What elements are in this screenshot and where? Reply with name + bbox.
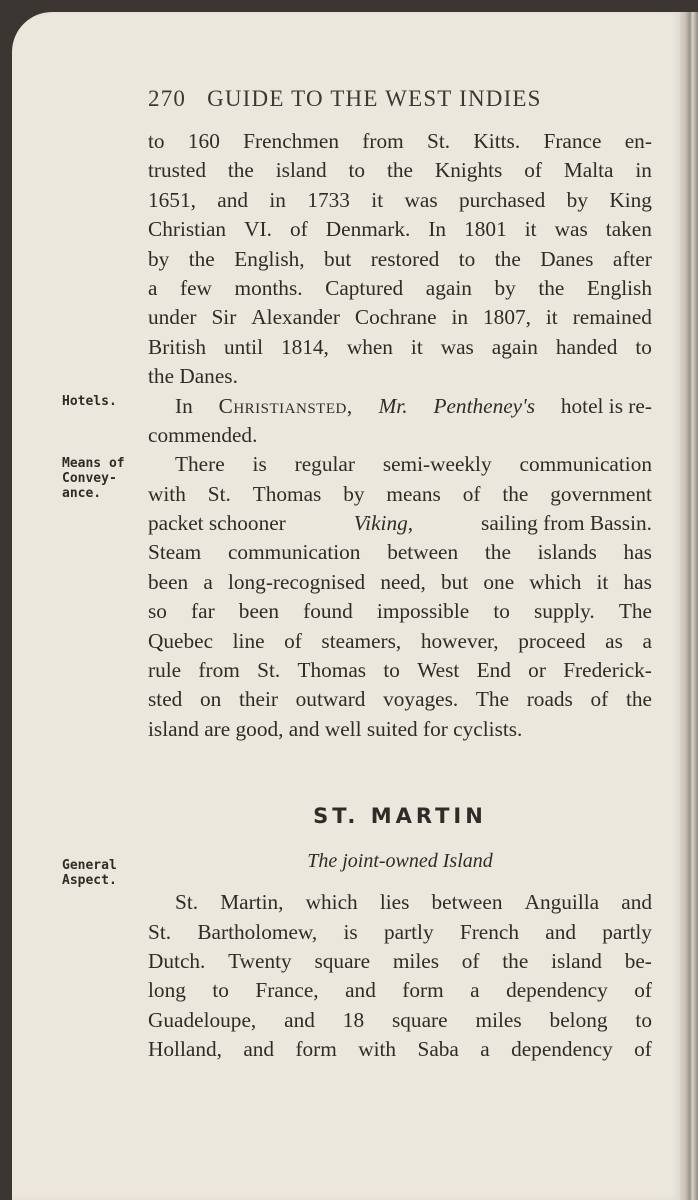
general-aspect-paragraph	[148, 888, 652, 1064]
word: until	[223, 334, 263, 359]
word: has	[623, 569, 652, 594]
text-line	[148, 568, 652, 597]
word: but	[324, 246, 352, 271]
word: was	[440, 334, 474, 359]
text-line	[148, 597, 652, 626]
word: trusted	[148, 158, 206, 183]
running-title: GUIDE TO THE WEST INDIES	[207, 86, 542, 111]
word: it	[596, 569, 609, 594]
word: English	[586, 275, 652, 300]
text-line: commended.	[148, 422, 258, 447]
word: restored	[370, 246, 440, 271]
word: Kitts.	[473, 129, 521, 153]
word: 1807,	[483, 305, 531, 330]
word: line	[232, 628, 265, 653]
word: Alexander	[251, 305, 340, 330]
word: miles	[475, 1007, 522, 1032]
word: is	[343, 919, 358, 944]
conveyance-paragraph	[148, 450, 652, 744]
margin-note-line: General	[62, 858, 117, 873]
text-line	[148, 509, 652, 538]
word: was	[404, 187, 438, 212]
word: was	[554, 217, 588, 242]
word: the	[494, 246, 521, 271]
word: Holland,	[148, 1037, 222, 1062]
text-line	[148, 888, 652, 917]
word: of	[284, 628, 302, 653]
word: it	[410, 334, 423, 359]
word: and	[345, 978, 376, 1003]
word: British	[148, 334, 206, 359]
word: but	[441, 569, 469, 594]
word: on	[199, 687, 222, 712]
word: West	[417, 658, 460, 683]
text-line	[148, 156, 652, 185]
word: square	[314, 948, 371, 973]
text-span: hotel is re-	[560, 393, 652, 418]
word: it	[545, 305, 558, 330]
word: to	[635, 334, 652, 359]
word: square	[392, 1007, 448, 1032]
word: miles	[392, 948, 439, 973]
word: by	[343, 481, 365, 506]
word: the	[484, 540, 511, 565]
word: The	[618, 599, 652, 624]
word: The	[475, 687, 510, 712]
word: found	[303, 599, 353, 624]
word: 18	[342, 1007, 365, 1032]
word: as	[605, 628, 623, 653]
word: the	[538, 275, 565, 300]
word: purchased	[458, 187, 546, 212]
word: St.	[257, 658, 281, 683]
word: St.	[427, 129, 451, 153]
word: en-	[624, 129, 652, 153]
text-line	[148, 392, 652, 421]
margin-note-line: Convey-	[62, 471, 117, 486]
word: sted	[148, 687, 183, 712]
word: There	[175, 452, 225, 477]
word: Anguilla	[524, 890, 600, 915]
word: Cochrane	[354, 305, 437, 330]
text-line	[148, 538, 652, 567]
word: Guadeloupe,	[148, 1007, 257, 1032]
word: Christian	[148, 217, 227, 242]
word: voyages.	[383, 687, 459, 712]
word: months.	[234, 275, 303, 300]
word: far	[191, 599, 215, 624]
text-line	[148, 303, 652, 332]
word: Captured	[325, 275, 404, 300]
word: outward	[295, 687, 366, 712]
word: Thomas	[252, 481, 322, 506]
word: partly	[383, 919, 434, 944]
word: it	[371, 187, 384, 212]
word: been	[148, 569, 189, 594]
word: communication	[519, 452, 652, 477]
word: and	[243, 1037, 275, 1062]
word: the	[386, 158, 413, 183]
word: French	[459, 919, 520, 944]
word: Frenchmen	[243, 129, 339, 153]
word: government	[550, 481, 652, 506]
word: need,	[380, 569, 426, 594]
margin-note-general-aspect	[62, 858, 117, 888]
word: the	[502, 481, 529, 506]
word: island	[551, 948, 602, 973]
margin-note-conveyance	[62, 456, 125, 501]
word: after	[612, 246, 652, 271]
word: means	[386, 481, 441, 506]
text-span: sailing from Bassin.	[481, 511, 652, 536]
word: Frederick-	[563, 658, 652, 683]
word: supply.	[534, 599, 595, 624]
word: in	[635, 158, 652, 183]
word: a	[642, 628, 652, 653]
word: a	[148, 275, 158, 300]
word: form	[402, 978, 444, 1003]
text-line	[148, 450, 652, 479]
margin-note-line: Aspect.	[62, 873, 117, 888]
word: of	[634, 978, 652, 1003]
word: to	[635, 1007, 652, 1032]
word: taken	[605, 217, 652, 242]
word: 160	[187, 129, 220, 153]
word: impossible	[376, 599, 470, 624]
page-body	[148, 127, 652, 1065]
word: handed	[555, 334, 618, 359]
word: again	[425, 275, 472, 300]
word: and	[284, 1007, 315, 1032]
word: 1801	[464, 217, 507, 242]
word: Denmark.	[325, 217, 411, 242]
margin-note-hotels: Hotels.	[62, 394, 117, 409]
word: Twenty	[228, 948, 292, 973]
word: a	[470, 978, 480, 1003]
word: St.	[148, 919, 172, 944]
word: by	[566, 187, 588, 212]
word: of	[634, 1037, 652, 1062]
text-line	[148, 127, 652, 156]
word: or	[528, 658, 546, 683]
word: their	[238, 687, 278, 712]
word: is	[252, 452, 267, 477]
word: lies	[379, 890, 410, 915]
word: and	[545, 919, 577, 944]
word: which	[529, 569, 582, 594]
word: dependency	[506, 978, 608, 1003]
word: remained	[572, 305, 652, 330]
word: to	[493, 599, 510, 624]
word: a	[480, 1037, 490, 1062]
text-line	[148, 245, 652, 274]
word: Bartholomew,	[197, 919, 318, 944]
word: France,	[255, 978, 319, 1003]
word: the	[625, 687, 652, 712]
word: Steam	[148, 540, 202, 565]
text-line	[148, 976, 652, 1005]
place-name: Christiansted,	[218, 393, 353, 418]
word: St.	[175, 890, 199, 915]
word: long	[148, 978, 186, 1003]
word: again	[491, 334, 538, 359]
page-number: 270	[148, 86, 187, 111]
word: St.	[207, 481, 231, 506]
word: when	[346, 334, 393, 359]
word: communication	[227, 540, 361, 565]
text-line	[148, 186, 652, 215]
word: by	[494, 275, 516, 300]
word: English,	[234, 246, 305, 271]
word: Malta	[563, 158, 614, 183]
word: of	[590, 687, 609, 712]
word: from	[362, 129, 404, 153]
section-heading: ST. MARTIN	[313, 804, 487, 829]
word: In	[428, 217, 447, 242]
word: one	[483, 569, 515, 594]
word: Martin,	[220, 890, 284, 915]
word: rule	[148, 658, 182, 683]
text-line	[148, 947, 652, 976]
word: it	[524, 217, 537, 242]
hotel-name: Pentheney's	[433, 393, 535, 418]
text-line: the Danes.	[148, 364, 238, 389]
word: to	[383, 658, 400, 683]
ship-name: Viking,	[353, 511, 414, 536]
word: 1651,	[148, 187, 196, 212]
word: belong	[549, 1007, 608, 1032]
word: the	[502, 948, 529, 973]
word: the	[188, 246, 215, 271]
word: with	[358, 1037, 397, 1062]
word: steamers,	[321, 628, 402, 653]
hotels-paragraph	[148, 392, 652, 451]
word: roads	[526, 687, 573, 712]
word: which	[305, 890, 358, 915]
margin-note-line: Means of	[62, 456, 125, 471]
text-line	[148, 1006, 652, 1035]
word: islands	[537, 540, 597, 565]
word: of	[289, 217, 308, 242]
word: Saba	[417, 1037, 459, 1062]
history-paragraph	[148, 127, 652, 392]
word: and	[621, 890, 652, 915]
text-line	[148, 627, 652, 656]
word: to	[148, 129, 165, 153]
word: be-	[624, 948, 652, 973]
text-line	[148, 215, 652, 244]
word: long-recognised	[227, 569, 366, 594]
word: under	[148, 305, 197, 330]
word: Sir	[211, 305, 237, 330]
text-line: island are good, and well suited for cyclists.	[148, 716, 523, 741]
word: by	[148, 246, 170, 271]
word: Knights	[434, 158, 503, 183]
margin-note-line: ance.	[62, 486, 102, 501]
word: and	[217, 187, 249, 212]
running-header	[148, 86, 648, 120]
word: of	[462, 481, 481, 506]
word: King	[609, 187, 652, 212]
word: End	[476, 658, 511, 683]
word: VI.	[244, 217, 272, 242]
word: island	[275, 158, 327, 183]
word: proceed	[518, 628, 586, 653]
word: form	[295, 1037, 337, 1062]
text-line	[148, 1035, 652, 1064]
word: 1733	[307, 187, 350, 212]
text-line	[148, 918, 652, 947]
text-span: packet schooner	[148, 511, 286, 536]
word: partly	[602, 919, 652, 944]
word: with	[148, 481, 186, 506]
word: Thomas	[297, 658, 367, 683]
word: to	[458, 246, 476, 271]
word: to	[348, 158, 366, 183]
word: a	[203, 569, 213, 594]
word: Dutch.	[148, 948, 206, 973]
text-span: In	[175, 393, 193, 418]
text-line	[148, 685, 652, 714]
text-line	[148, 480, 652, 509]
word: Quebec	[148, 628, 214, 653]
word: semi-weekly	[382, 452, 492, 477]
word: of	[524, 158, 542, 183]
text-line	[148, 656, 652, 685]
word: between	[387, 540, 459, 565]
word: in	[451, 305, 469, 330]
word: regular	[294, 452, 355, 477]
text-line	[148, 333, 652, 362]
page-edge	[680, 12, 698, 1200]
word: dependency	[511, 1037, 613, 1062]
text-line	[148, 274, 652, 303]
word: France	[543, 129, 602, 153]
text-span: Mr.	[378, 393, 408, 418]
word: has	[623, 540, 652, 565]
word: in	[269, 187, 286, 212]
spacer	[148, 744, 652, 792]
word: between	[431, 890, 503, 915]
word: the	[227, 158, 254, 183]
word: been	[238, 599, 279, 624]
word: 1814,	[280, 334, 329, 359]
word: few	[180, 275, 212, 300]
word: to	[212, 978, 229, 1003]
word: however,	[420, 628, 499, 653]
word: of	[461, 948, 480, 973]
word: Danes	[540, 246, 594, 271]
word: from	[198, 658, 240, 683]
word: so	[148, 599, 167, 624]
section-subheading: The joint-owned Island	[307, 850, 493, 873]
